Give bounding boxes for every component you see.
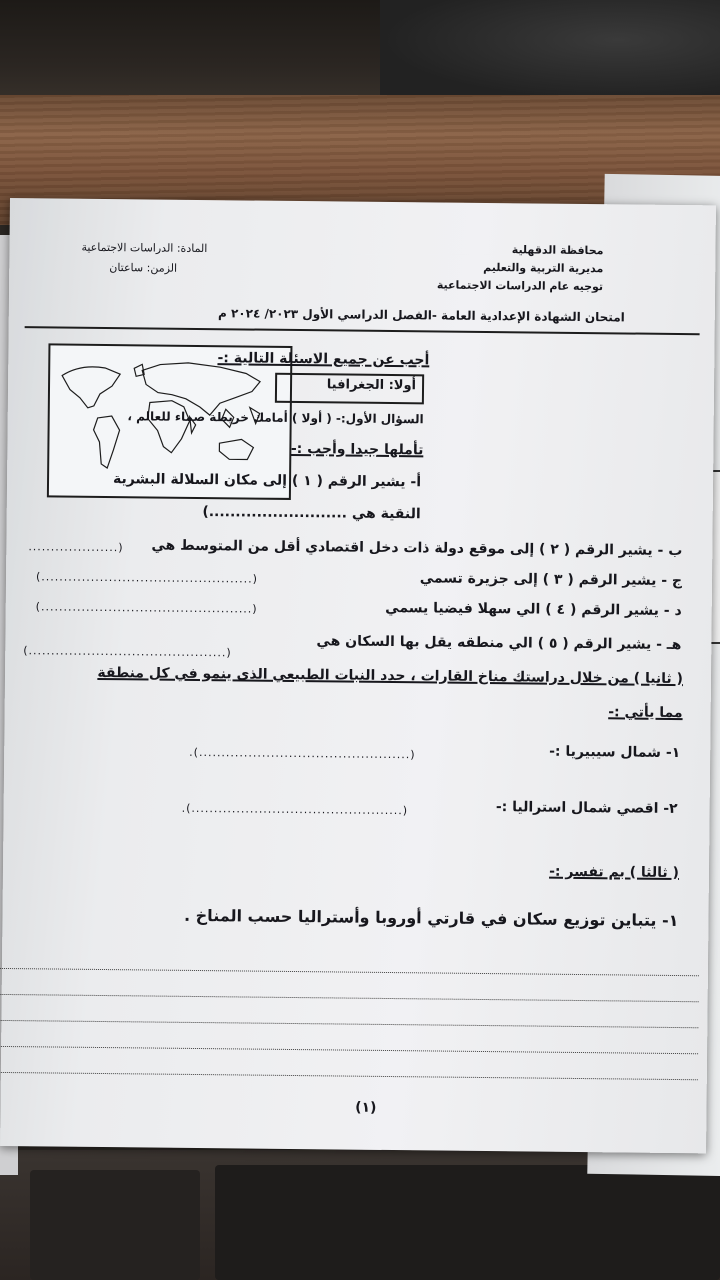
q1-item-d: د - يشير الرقم ( ٤ ) الي سهلا فيضيا يسمي (385, 599, 682, 620)
answer-line-5 (0, 1072, 698, 1080)
header-guidance: توجيه عام الدراسات الاجتماعية (436, 278, 604, 294)
q2-item-1-blank: (...............................................). (189, 745, 416, 762)
q1-item-a: أ- يشير الرقم ( ١ ) إلى مكان السلالة البشرية (112, 471, 422, 491)
binder-right (215, 1165, 720, 1280)
binder-left (30, 1170, 200, 1280)
q1-intro2: تأملها جيدا وأجب :- (290, 440, 424, 459)
q2-item-1: ١- شمال سيبيريا :- (549, 743, 681, 762)
page-number: (١) (355, 1099, 377, 1116)
header-rule (25, 326, 700, 335)
answer-line-1 (0, 968, 699, 976)
q2-item-2: ٢- اقصي شمال استراليا :- (495, 799, 678, 818)
exam-paper (0, 198, 716, 1153)
q2-intro: ( ثانيا ) من خلال دراستك مناخ القارات ، حدد النبات الطبيعي الذى ينمو في كل منطقة (97, 664, 684, 688)
header-time: الزمن: ساعتان (109, 261, 178, 275)
q2-item-2-blank: (...............................................). (181, 801, 409, 818)
q1-item-c-blank: (...............................................) (35, 570, 259, 586)
header-subject: المادة: الدراسات الاجتماعية (81, 240, 208, 256)
exam-title: امتحان الشهادة الإعدادية العامة -الفصل الدراسي الأول ٢٠٢٣/ ٢٠٢٤ م (217, 306, 625, 325)
q1-item-a-cont: النقية هي ..........................) (202, 504, 421, 523)
background-cloth (380, 0, 720, 100)
q3-intro: ( ثالثا ) بم تفسر :- (549, 863, 680, 882)
answer-line-4 (0, 1046, 698, 1054)
q1-item-b-blank: (.................... (28, 540, 124, 555)
q3-item-1: ١- يتباين توزيع سكان في قارتي أوروبا وأستراليا حسب المناخ . (183, 905, 679, 931)
answer-line-3 (0, 1020, 698, 1028)
q1-item-e-blank: (............................................) (23, 644, 232, 660)
q1-intro: السؤال الأول:- ( أولا ) أمامك خريطة صماء للعالم ، (127, 409, 424, 427)
header-directorate: مديرية التربية والتعليم (483, 260, 604, 276)
q1-item-e: هـ - يشير الرقم ( ٥ ) الي منطقه يقل بها السكان هي (316, 633, 682, 654)
answer-line-2 (0, 994, 699, 1002)
q2-intro2: مما يأتي :- (608, 704, 683, 722)
section-title: أولا: الجغرافيا (326, 377, 417, 394)
q1-item-b: ب - يشير الرقم ( ٢ ) إلى موقع دولة ذات دخل اقتصادي أقل من المتوسط هي (151, 537, 683, 560)
q1-item-c: ج - يشير الرقم ( ٣ ) إلى جزيرة تسمي (419, 570, 683, 590)
header-governorate: محافظة الدقهلية (511, 243, 604, 258)
q1-item-d-blank: (...............................................) (35, 600, 258, 616)
instruction: أجب عن جميع الاسئلة التالية :- (217, 350, 430, 369)
